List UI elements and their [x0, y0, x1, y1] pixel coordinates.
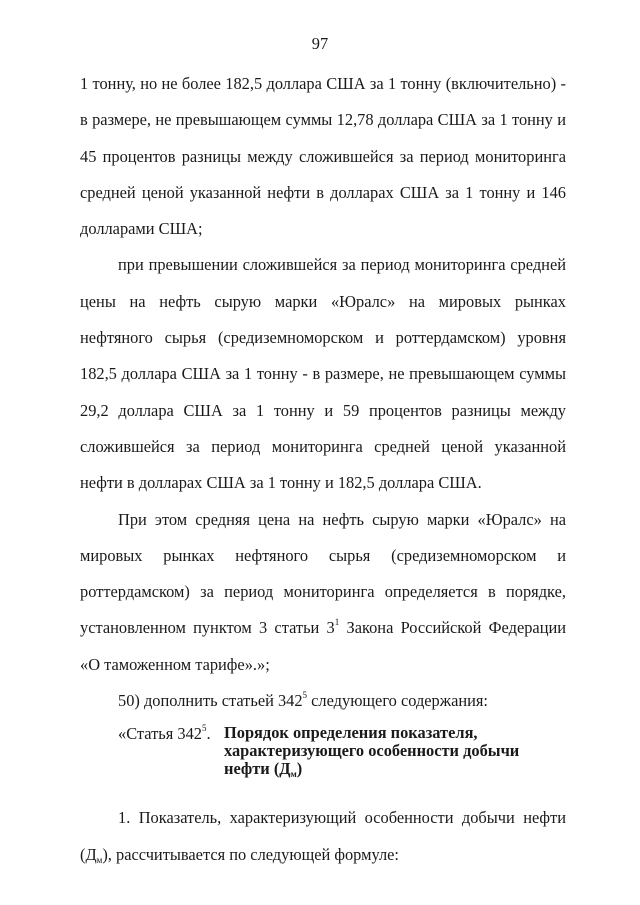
article-title-tail: ) — [296, 759, 303, 779]
subscript: м — [96, 854, 103, 865]
superscript: 5 — [302, 690, 308, 701]
paragraph-5-tail: ), рассчитывается по следующей формуле: — [102, 844, 399, 864]
article-label-text: «Статья 342 — [118, 724, 202, 744]
paragraph-1: 1 тонну, но не более 182,5 доллара США за 1 тонну (включительно) - в размере, не превышающем суммы 12,78 доллара США за 1 тонну и 45 процентов разницы между сложившейся за период мониторинга средней ценой указанной нефти в долларах США за 1 тонну и 146 долларами США; — [80, 74, 566, 239]
paragraph-4-tail: следующего содержания: — [307, 691, 488, 711]
article-title — [224, 724, 544, 778]
paragraph-2: при превышении сложившейся за период мониторинга средней цены на нефть сырую марки «Юралс» на мировых рынках нефтяного сырья (средиземноморском и роттердамском) уровня 182,5 доллара США за 1 тонну - в размере, не превышающем суммы 29,2 доллара США за 1 тонну и 59 процентов разницы между сложившейся за период мониторинга средней ценой указанной нефти в долларах США за 1 тонну и 182,5 доллара США. — [80, 255, 566, 493]
article-heading — [80, 722, 566, 800]
body-text — [80, 66, 566, 873]
paragraph-4-text: 50) дополнить статьей 342 — [118, 691, 303, 711]
paragraph-5 — [80, 800, 566, 873]
paragraph-3-text: При этом средняя цена на нефть сырую марки «Юралс» на мировых рынках нефтяного сырья (средиземноморском и роттердамском) за период мониторинга определяется в порядке, установленном пунктом 3 статьи 3 — [80, 509, 566, 638]
page-number: 97 — [311, 34, 329, 53]
article-label — [118, 724, 211, 744]
superscript: 1 — [334, 617, 340, 628]
paragraph-5-text: 1. Показатель, характеризующий особенности добычи нефти (Д — [80, 808, 566, 864]
paragraph-4 — [80, 683, 566, 719]
article-title-text: Порядок определения показателя, характеризующего особенности добычи нефти (Д — [224, 723, 520, 779]
article-label-tail: . — [206, 724, 211, 744]
paragraph-3 — [80, 502, 566, 683]
superscript: 5 — [202, 723, 207, 734]
subscript: м — [290, 769, 297, 780]
paragraph-3-tail: Закона Российской Федерации «О таможенном тарифе».»; — [80, 618, 567, 674]
